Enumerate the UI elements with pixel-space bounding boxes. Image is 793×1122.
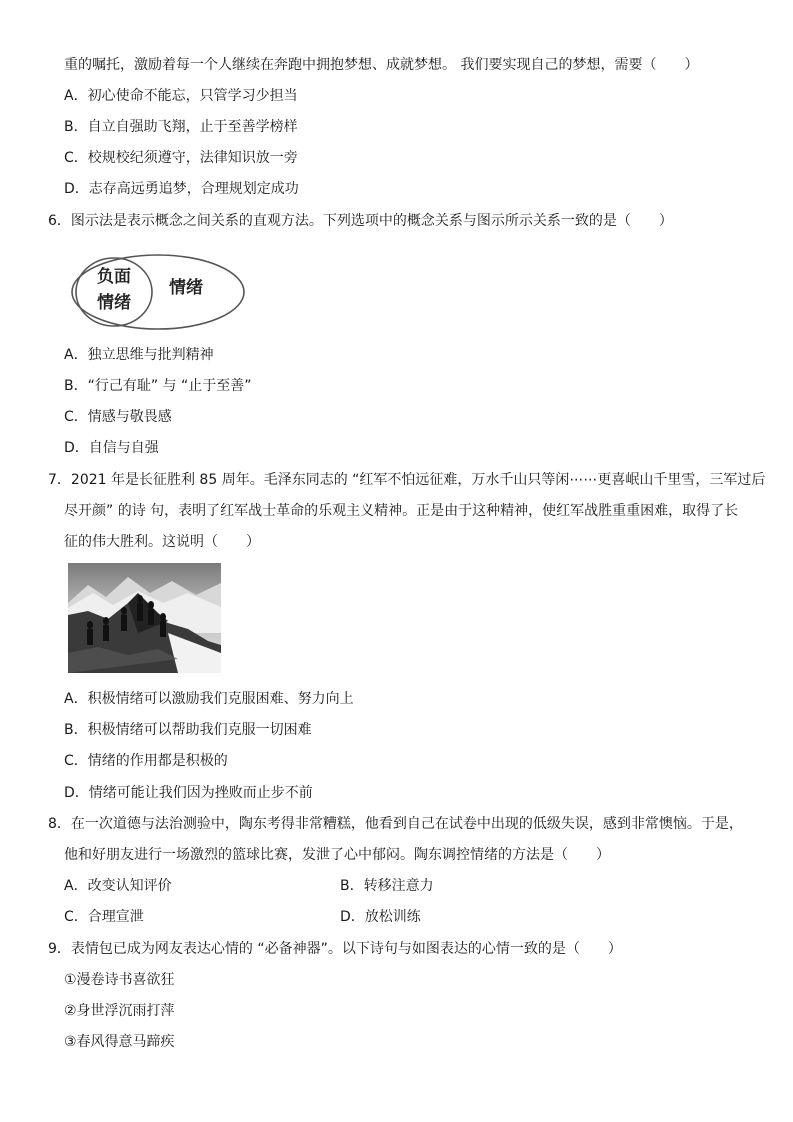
q5-stem-continuation: 重的嘱托，激励着每一个人继续在奔跑中拥抱梦想、成就梦想。 我们要实现自己的梦想，需要（ ） bbox=[64, 57, 699, 73]
q5-option-b[interactable]: B．自立自强助飞翔，止于至善学榜样 bbox=[64, 119, 298, 135]
q7-option-b[interactable]: B．积极情绪可以帮助我们克服一切困难 bbox=[64, 722, 312, 738]
inner-label-line2: 情绪 bbox=[97, 293, 131, 313]
q6-option-a[interactable]: A．独立思维与批判精神 bbox=[64, 347, 214, 363]
q9-item-3: ③春风得意马蹄疾 bbox=[64, 1034, 175, 1050]
long-march-photo bbox=[68, 563, 221, 673]
q9-stem: 9．表情包已成为网友表达心情的 “必备神器”。以下诗句与如图表达的心情一致的是（ ） bbox=[48, 941, 622, 957]
q9-item-1: ①漫卷诗书喜欲狂 bbox=[64, 972, 175, 988]
q6-venn-diagram bbox=[68, 252, 248, 332]
q7-stem-line3: 征的伟大胜利。这说明（ ） bbox=[64, 534, 260, 550]
q8-stem-line1: 8．在一次道德与法治测验中，陶东考得非常糟糕，他看到自己在试卷中出现的低级失误，感到非常懊恼。于是， bbox=[48, 816, 743, 832]
q8-stem-line2: 他和好朋友进行一场激烈的篮球比赛，发泄了心中郁闷。陶东调控情绪的方法是（ ） bbox=[64, 847, 610, 863]
q8-option-c[interactable]: C．合理宣泄 bbox=[64, 909, 144, 925]
q5-option-c[interactable]: C．校规校纪须遵守，法律知识放一旁 bbox=[64, 150, 298, 166]
q5-option-d[interactable]: D．志存高远勇追梦，合理规划定成功 bbox=[64, 181, 299, 197]
q8-option-d[interactable]: D．放松训练 bbox=[340, 909, 421, 925]
q8-option-a[interactable]: A．改变认知评价 bbox=[64, 878, 172, 894]
inner-label-line1: 负面 bbox=[97, 267, 131, 287]
q7-option-a[interactable]: A．积极情绪可以激励我们克服困难、努力向上 bbox=[64, 691, 354, 707]
q7-option-c[interactable]: C．情绪的作用都是积极的 bbox=[64, 753, 228, 769]
q7-option-d[interactable]: D．情绪可能让我们因为挫败而止步不前 bbox=[64, 785, 313, 801]
q8-option-b[interactable]: B．转移注意力 bbox=[340, 878, 434, 894]
q9-item-2: ②身世浮沉雨打萍 bbox=[64, 1003, 175, 1019]
q7-stem-line2: 尽开颜” 的诗 句，表明了红军战士革命的乐观主义精神。正是由于这种精神，使红军战胜重重困难，取得了长 bbox=[64, 503, 739, 519]
q6-option-d[interactable]: D．自信与自强 bbox=[64, 440, 159, 456]
q6-option-b[interactable]: B．“行己有耻” 与 “止于至善” bbox=[64, 378, 252, 394]
q5-option-a[interactable]: A．初心使命不能忘，只管学习少担当 bbox=[64, 88, 298, 104]
outer-label: 情绪 bbox=[169, 278, 203, 298]
q7-stem-line1: 7．2021 年是长征胜利 85 周年。毛泽东同志的 “红军不怕远征难，万水千山只等闲⋯⋯更喜岷山千里雪，三军过后 bbox=[48, 472, 766, 488]
q6-stem: 6．图示法是表示概念之间关系的直观方法。下列选项中的概念关系与图示所示关系一致的是（ ） bbox=[48, 213, 673, 229]
q6-option-c[interactable]: C．情感与敬畏感 bbox=[64, 409, 172, 425]
